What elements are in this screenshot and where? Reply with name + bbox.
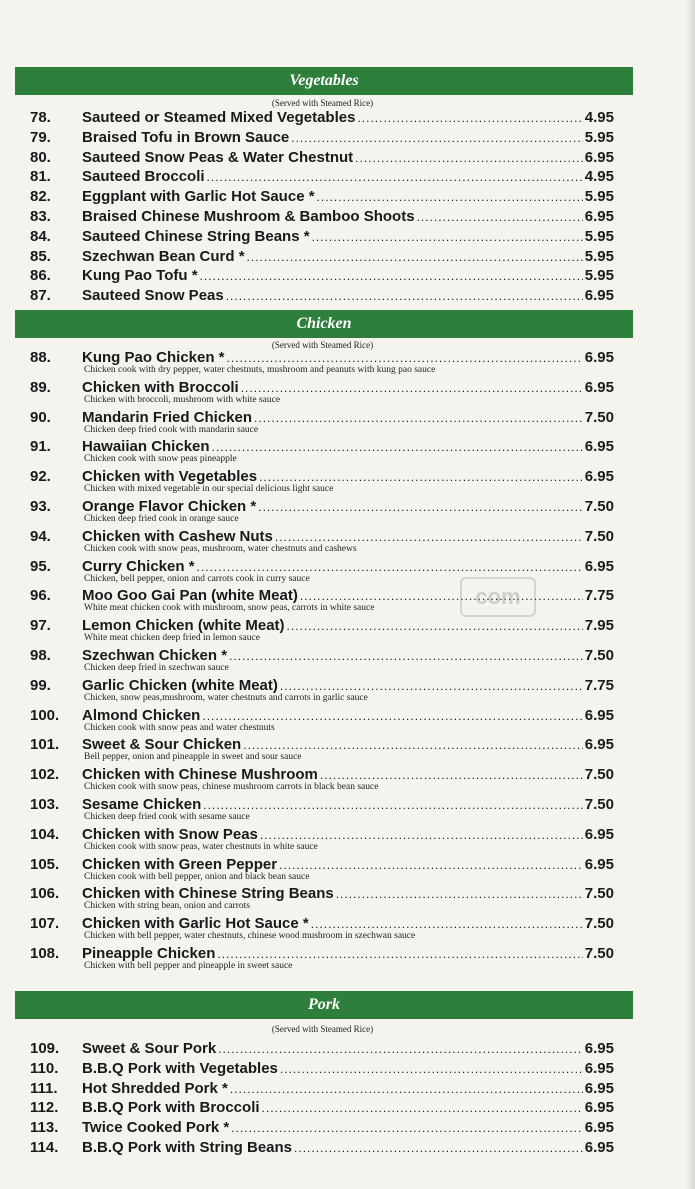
item-name: B.B.Q Pork with Broccoli <box>82 1099 260 1117</box>
item-price: 7.50 <box>584 498 614 515</box>
item-number: 111. <box>30 1079 58 1097</box>
item-number: 97. <box>30 617 51 635</box>
menu-item <box>0 885 640 913</box>
item-name: Sweet & Sour Chicken <box>82 736 242 754</box>
item-number: 95. <box>30 557 51 575</box>
dot-leader <box>207 168 583 186</box>
item-name: Hawaiian Chicken <box>82 438 210 456</box>
dot-leader <box>254 409 583 427</box>
item-name: Chicken with Vegetables <box>82 468 258 486</box>
section-note-vegetables: (Served with Steamed Rice) <box>271 98 374 108</box>
item-name: Braised Tofu in Brown Sauce <box>82 128 290 146</box>
item-description: Chicken cook with snow peas, water chestnuts in white sauce <box>84 841 318 852</box>
item-line <box>82 188 614 206</box>
item-line <box>82 1080 614 1098</box>
dot-leader <box>226 287 583 305</box>
item-number: 103. <box>30 796 60 813</box>
item-number: 88. <box>30 349 51 366</box>
dot-leader <box>312 228 583 246</box>
item-number: 98. <box>30 647 51 664</box>
item-name: Sauteed or Steamed Mixed Vegetables <box>82 109 356 126</box>
menu-item <box>0 796 640 824</box>
item-description: Chicken deep fried cook with sesame sauce <box>84 812 250 822</box>
dot-leader <box>200 267 583 285</box>
item-name: Orange Flavor Chicken * <box>82 498 257 515</box>
item-name: Kung Pao Chicken * <box>82 349 225 366</box>
item-line <box>82 248 614 266</box>
item-number: 80. <box>30 148 51 166</box>
item-price: 7.50 <box>584 527 614 545</box>
item-price: 5.95 <box>584 188 614 206</box>
item-description: Chicken with mixed vegetable in our special delicious light sauce <box>84 484 334 495</box>
dot-leader <box>355 149 583 167</box>
item-price: 6.95 <box>584 148 614 166</box>
page-edge-shadow <box>685 0 695 1189</box>
menu-item <box>0 587 640 615</box>
item-line <box>82 129 614 147</box>
item-number: 92. <box>30 468 51 486</box>
menu-item <box>0 677 640 705</box>
item-name: B.B.Q Pork with String Beans <box>82 1139 293 1156</box>
item-price: 6.95 <box>584 855 614 873</box>
item-number: 99. <box>30 676 51 694</box>
item-description: Bell pepper, onion and pineapple in sweet and sour sauce <box>84 752 302 763</box>
item-name: Almond Chicken <box>82 706 201 724</box>
item-line <box>82 1099 614 1117</box>
item-line <box>82 109 614 127</box>
dot-leader <box>258 498 583 516</box>
item-price: 7.50 <box>584 915 614 933</box>
dot-leader <box>280 1060 583 1078</box>
item-number: 86. <box>30 267 51 285</box>
item-number: 83. <box>30 208 51 225</box>
item-line <box>82 168 614 186</box>
item-name: Sauteed Broccoli <box>82 168 205 186</box>
dot-leader <box>247 248 583 266</box>
dot-leader <box>357 109 582 127</box>
item-name: Sauteed Chinese String Beans * <box>82 227 310 245</box>
item-number: 82. <box>30 188 51 206</box>
item-description: Chicken cook with snow peas and water chestnuts <box>84 722 275 733</box>
dot-leader <box>241 379 583 397</box>
item-price: 5.95 <box>584 267 614 285</box>
item-number: 100. <box>30 706 60 724</box>
item-number: 96. <box>30 587 51 605</box>
item-price: 6.95 <box>584 468 614 486</box>
item-number: 108. <box>30 945 60 962</box>
item-price: 6.95 <box>584 1079 614 1097</box>
item-number: 114. <box>30 1139 59 1156</box>
dot-leader <box>230 1080 583 1098</box>
item-name: Sauteed Snow Peas <box>82 287 224 305</box>
item-price: 6.95 <box>584 1099 614 1117</box>
item-line <box>82 287 614 305</box>
item-price: 7.50 <box>584 408 614 426</box>
menu-item <box>0 945 640 973</box>
menu-item <box>0 1060 640 1078</box>
menu-item <box>0 1040 640 1058</box>
menu-item <box>0 129 640 147</box>
item-price: 6.95 <box>584 438 614 456</box>
item-description: Chicken, bell pepper, onion and carrots cook in curry sauce <box>84 573 310 584</box>
dot-leader <box>417 208 583 226</box>
item-name: Eggplant with Garlic Hot Sauce * <box>82 188 315 206</box>
item-number: 90. <box>30 408 51 426</box>
menu-item <box>0 1139 640 1157</box>
item-description: White meat chicken deep fried in lemon sauce <box>84 633 260 644</box>
item-line <box>82 208 614 226</box>
menu-item <box>0 287 640 305</box>
item-number: 89. <box>30 378 51 396</box>
item-description: Chicken cook with dry pepper, water chestnuts, mushroom and peanuts with kung pao sauce <box>84 365 436 375</box>
menu-item <box>0 149 640 167</box>
menu-item <box>0 188 640 206</box>
dot-leader <box>287 617 583 635</box>
menu-item <box>0 498 640 526</box>
item-line <box>82 149 614 167</box>
item-price: 7.75 <box>584 587 614 605</box>
item-description: Chicken cook with bell pepper, onion and black bean sauce <box>84 871 310 882</box>
item-price: 6.95 <box>584 736 614 754</box>
item-number: 107. <box>30 915 60 933</box>
item-number: 109. <box>30 1040 60 1057</box>
menu-item <box>0 267 640 285</box>
item-name: Szechwan Bean Curd * <box>82 247 245 265</box>
item-description: Chicken with string bean, onion and carrots <box>84 901 250 912</box>
item-name: Moo Goo Gai Pan (white Meat) <box>82 587 298 605</box>
item-line <box>82 1040 614 1058</box>
item-name: Chicken with Cashew Nuts <box>82 527 273 545</box>
dot-leader <box>231 1119 583 1137</box>
item-description: Chicken deep fried cook with mandarin sauce <box>84 424 259 435</box>
section-banner-pork <box>15 991 633 1019</box>
item-number: 106. <box>30 885 60 903</box>
item-number: 84. <box>30 227 51 245</box>
item-description: Chicken with broccoli, mushroom with white sauce <box>84 394 281 405</box>
item-name: Chicken with Garlic Hot Sauce * <box>82 915 309 933</box>
item-number: 87. <box>30 287 51 305</box>
item-name: Kung Pao Tofu * <box>82 267 198 285</box>
item-name: Sweet & Sour Pork <box>82 1040 217 1057</box>
menu-item <box>0 915 640 943</box>
menu-item <box>0 617 640 645</box>
section-banner-vegetables <box>15 67 633 95</box>
item-description: Chicken cook with snow peas, mushroom, water chestnuts and cashews <box>84 543 357 554</box>
menu-item <box>0 208 640 226</box>
item-line <box>82 267 614 285</box>
item-number: 113. <box>30 1119 59 1137</box>
section-title-pork: Pork <box>308 996 340 1013</box>
item-price: 6.95 <box>584 825 614 843</box>
dot-leader <box>291 129 583 147</box>
item-name: Chicken with Green Pepper <box>82 855 278 873</box>
item-number: 101. <box>30 736 60 754</box>
item-name: Chicken with Snow Peas <box>82 825 258 843</box>
dot-leader <box>262 1099 583 1117</box>
item-name: Mandarin Fried Chicken <box>82 408 253 426</box>
item-name: Garlic Chicken (white Meat) <box>82 676 278 694</box>
item-line <box>82 1139 614 1157</box>
item-number: 112. <box>30 1099 59 1117</box>
item-name: Sauteed Snow Peas & Water Chestnut <box>82 148 354 166</box>
item-description: White meat chicken cook with mushroom, snow peas, carrots in white sauce <box>84 603 375 614</box>
menu-item <box>0 856 640 884</box>
item-price: 6.95 <box>584 1139 614 1156</box>
item-line <box>82 228 614 246</box>
dot-leader <box>317 188 583 206</box>
item-name: Chicken with Chinese Mushroom <box>82 766 318 784</box>
item-description: Chicken deep fried in szechwan sauce <box>84 663 229 673</box>
menu-item <box>0 1080 640 1098</box>
item-price: 6.95 <box>584 557 614 575</box>
section-title-vegetables: Vegetables <box>289 72 359 89</box>
menu-item <box>0 1099 640 1117</box>
item-price: 7.95 <box>584 617 614 635</box>
item-description: Chicken, snow peas,mushroom, water chestnuts and carrots in garlic sauce <box>84 692 368 703</box>
menu-item <box>0 349 640 377</box>
menu-item <box>0 1119 640 1137</box>
item-price: 6.95 <box>584 349 614 366</box>
section-title-chicken: Chicken <box>296 315 352 332</box>
item-price: 6.95 <box>584 1119 614 1137</box>
item-price: 4.95 <box>584 168 614 186</box>
item-price: 7.75 <box>584 676 614 694</box>
menu-item <box>0 248 640 266</box>
menu-item <box>0 468 640 496</box>
dot-leader <box>212 438 583 456</box>
item-number: 102. <box>30 766 60 784</box>
menu-item <box>0 438 640 466</box>
dot-leader <box>218 1040 583 1058</box>
item-price: 7.50 <box>584 885 614 903</box>
item-description: Chicken cook with snow peas, chinese mushroom carrots in black bean sauce <box>84 782 379 793</box>
menu-item <box>0 168 640 186</box>
menu-item <box>0 826 640 854</box>
item-price: 6.95 <box>584 1059 614 1077</box>
menu-item <box>0 528 640 556</box>
item-number: 105. <box>30 855 60 873</box>
dot-leader <box>279 856 583 874</box>
item-price: 6.95 <box>584 378 614 396</box>
item-name: Pineapple Chicken <box>82 945 216 962</box>
item-price: 7.50 <box>584 796 614 813</box>
item-price: 5.95 <box>584 247 614 265</box>
section-banner-chicken <box>15 310 633 338</box>
menu-item <box>0 228 640 246</box>
item-number: 110. <box>30 1059 59 1077</box>
dot-leader <box>229 647 583 665</box>
item-number: 104. <box>30 825 60 843</box>
item-number: 78. <box>30 109 51 126</box>
section-note-pork: (Served with Steamed Rice) <box>271 1024 374 1034</box>
item-description: Chicken cook with snow peas pineapple <box>84 454 237 465</box>
item-number: 81. <box>30 168 51 186</box>
item-price: 6.95 <box>584 706 614 724</box>
item-price: 4.95 <box>584 109 614 126</box>
item-description: Chicken with bell pepper, water chestnuts, chinese wood mushroom in szechwan sauce <box>84 931 416 942</box>
item-name: Szechwan Chicken * <box>82 647 228 664</box>
item-name: Curry Chicken * <box>82 557 195 575</box>
item-name: Hot Shredded Pork * <box>82 1079 228 1097</box>
item-name: Sesame Chicken <box>82 796 202 813</box>
item-number: 93. <box>30 498 51 515</box>
menu-item <box>0 558 640 586</box>
item-name: Lemon Chicken (white Meat) <box>82 617 285 635</box>
item-number: 85. <box>30 247 51 265</box>
menu-item <box>0 109 640 127</box>
watermark: com <box>460 577 536 617</box>
dot-leader <box>336 885 583 903</box>
menu-item <box>0 409 640 437</box>
item-description: Chicken with bell pepper and pineapple in sweet sauce <box>84 961 293 971</box>
item-price: 5.95 <box>584 128 614 146</box>
menu-item <box>0 647 640 675</box>
item-price: 6.95 <box>584 287 614 305</box>
item-description: Chicken deep fried cook in orange sauce <box>84 514 239 524</box>
item-name: Chicken with Chinese String Beans <box>82 885 334 903</box>
item-price: 6.95 <box>584 1040 614 1057</box>
item-number: 94. <box>30 527 51 545</box>
dot-leader <box>294 1139 583 1157</box>
menu-item <box>0 766 640 794</box>
item-price: 7.50 <box>584 945 614 962</box>
item-line <box>82 1060 614 1078</box>
item-name: Twice Cooked Pork * <box>82 1119 230 1137</box>
dot-leader <box>203 796 583 814</box>
item-name: Braised Chinese Mushroom & Bamboo Shoots <box>82 208 415 225</box>
item-price: 6.95 <box>584 208 614 225</box>
item-number: 79. <box>30 128 51 146</box>
section-note-chicken: (Served with Steamed Rice) <box>271 340 374 350</box>
menu-item <box>0 707 640 735</box>
menu-item <box>0 379 640 407</box>
menu-item <box>0 736 640 764</box>
item-price: 5.95 <box>584 227 614 245</box>
item-number: 91. <box>30 438 51 456</box>
item-price: 7.50 <box>584 647 614 664</box>
item-name: B.B.Q Pork with Vegetables <box>82 1059 278 1077</box>
item-line <box>82 1119 614 1137</box>
item-name: Chicken with Broccoli <box>82 378 239 396</box>
item-price: 7.50 <box>584 766 614 784</box>
